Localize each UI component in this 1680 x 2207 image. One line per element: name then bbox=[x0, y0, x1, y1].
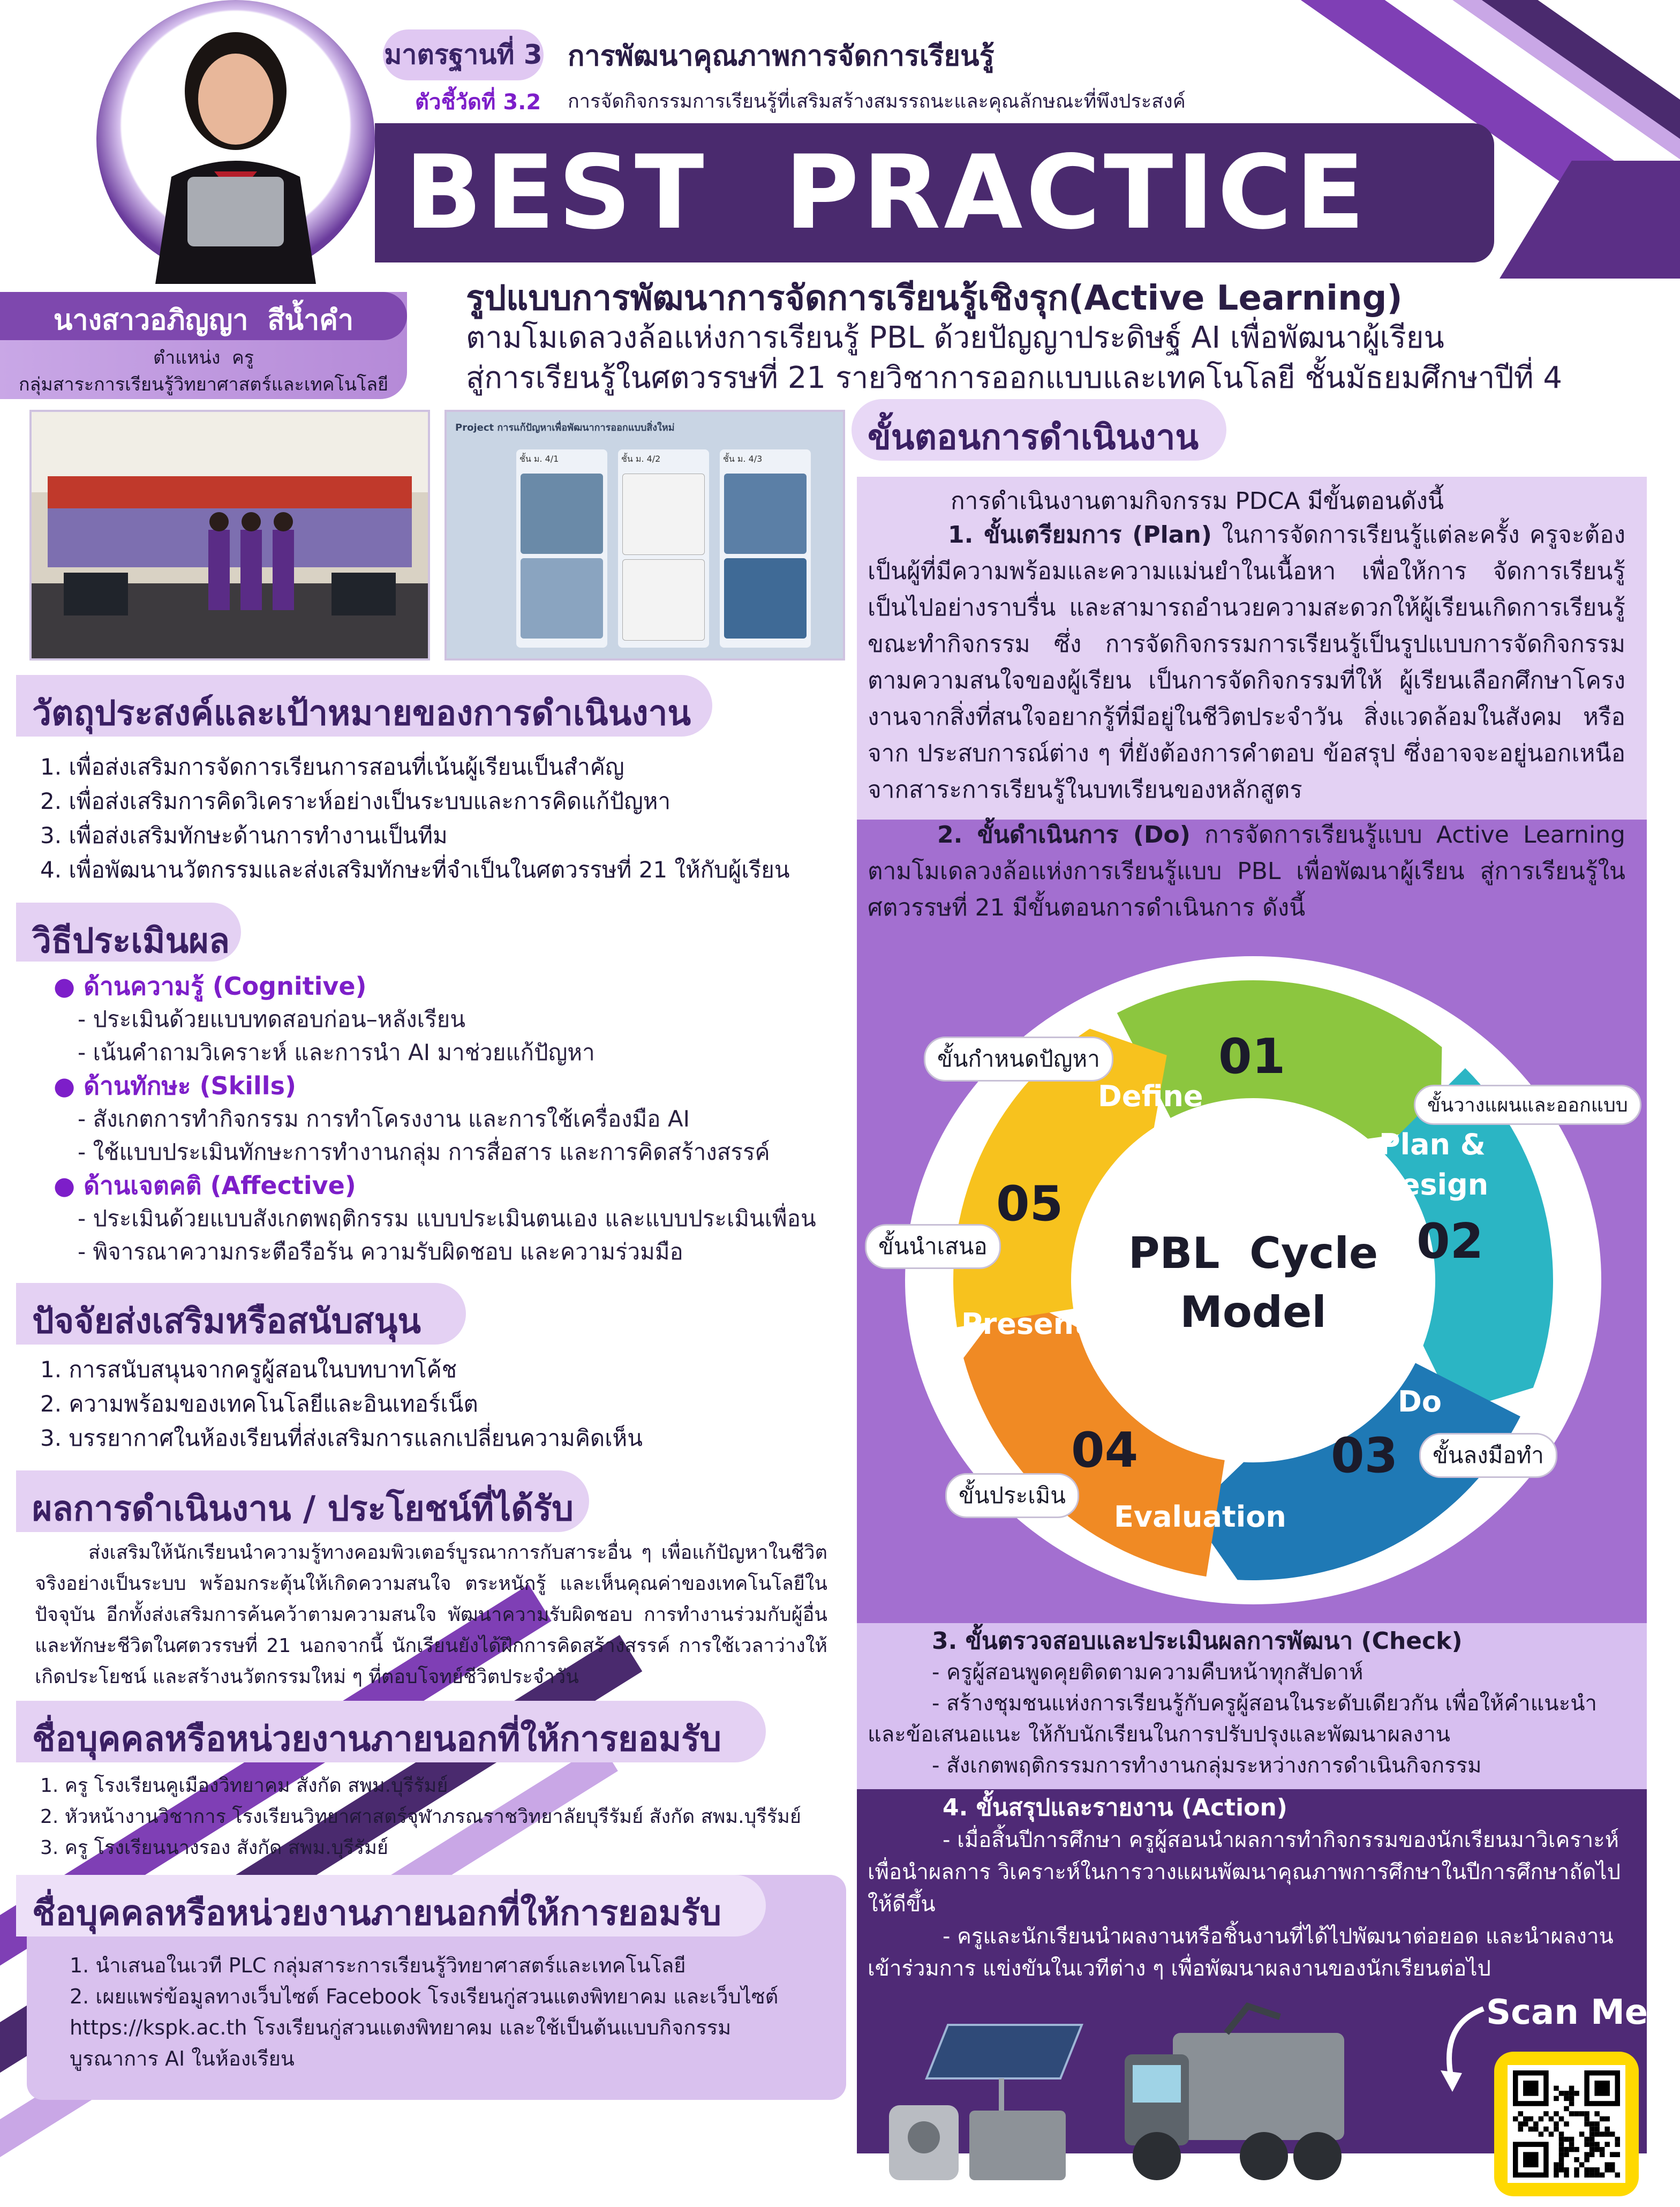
qr-cell bbox=[1564, 2137, 1569, 2142]
eval-item: - เน้นคำถามวิเคราะห์ และการนำ AI มาช่วยแก้ปัญหา bbox=[78, 1039, 595, 1065]
classroom-image bbox=[32, 412, 428, 658]
scan-me-label: Scan Me! bbox=[1486, 1993, 1664, 2032]
standard-label: มาตรฐานที่ 3 bbox=[384, 39, 543, 70]
objective-item: 2. เพื่อส่งเสริมการคิดวิเคราะห์อย่างเป็นระบบและการคิดแก้ปัญหา bbox=[40, 788, 671, 814]
qr-cell bbox=[1533, 2121, 1539, 2127]
qr-cell bbox=[1523, 2116, 1528, 2122]
eval-item: - ประเมินด้วยแบบทดสอบก่อน–หลังเรียน bbox=[78, 1006, 465, 1032]
qr-cell bbox=[1600, 2116, 1605, 2122]
check-item: - สร้างชุมชนแห่งการเรียนรู้กับครูผู้สอนในระดับเดียวกัน เพื่อให้คำแนะนำและข้อเสนอแนะ ให้กับนักเรียนในการปรับปรุงและพัฒนาผลงาน bbox=[868, 1691, 1598, 1747]
qr-cell bbox=[1543, 2127, 1549, 2132]
qr-cell bbox=[1564, 2152, 1569, 2157]
qr-cell bbox=[1554, 2172, 1559, 2178]
cycle-step-num: 04 bbox=[1071, 1422, 1139, 1478]
do-block bbox=[868, 817, 1625, 926]
qr-finder bbox=[1523, 2081, 1539, 2096]
qr-cell bbox=[1564, 2096, 1569, 2101]
cycle-step-num: 05 bbox=[996, 1176, 1064, 1232]
qr-cell bbox=[1564, 2167, 1569, 2173]
plan-text: ในการจัดการเรียนรู้แต่ละครั้ง ครูจะต้องเป็นผู้ที่มีความพร้อมและความแม่นยำในเนื้อหา เพื่อให้การ จัดการเรียนรู้เป็นไปอย่างราบรื่น และสามารถอำนวยความสะดวกให้ผู้เรียนเกิดการเรียนรู้ขณะทำกิจกรรม ซึ่ง การจัดกิจกรรมการเรียนรู้เป็นรูปแบบการจัดกิจกรรมตามความสนใจของผู้เรียน เป็นการจัดกิจกรรมที่ให้ ผู้เรียนเลือกศึกษาโครงงานจากสิ่งที่สนใจอยากรู้ที่มีอยู่ในชีวิตประจำวัน สิ่งแวดล้อมในสังคม หรือจาก ประสบการณ์ต่าง ๆ ที่ยังต้องการคำตอบ ข้อสรุป ซึ่งอาจจะอยู่นอกเหนือจากสาระการเรียนรู้ในบทเรียนของหลักสูตร bbox=[868, 521, 1625, 804]
procedure-heading: ขั้นตอนการดำเนินงาน bbox=[852, 399, 1226, 461]
qr-cell bbox=[1569, 2147, 1574, 2152]
eval-cognitive-title: ด้านความรู้ (Cognitive) bbox=[84, 972, 367, 1001]
qr-cell bbox=[1569, 2086, 1574, 2091]
qr-cell bbox=[1559, 2152, 1564, 2157]
qr-cell bbox=[1615, 2152, 1620, 2157]
qr-cell bbox=[1589, 2142, 1595, 2147]
teacher-name: นางสาวอภิญญา สีน้ำคำ bbox=[53, 304, 354, 336]
eval-group-skills: ● ด้านทักษะ (Skills) - สังเกตการทำกิจกรรม การทำโครงงาน และการใช้เครื่องมือ AI - ใช้แบบประเมินทักษะการทำงานกลุ่ม การสื่อสาร และการคิดสร้างสรรค์ bbox=[54, 1069, 816, 1169]
qr-cell bbox=[1559, 2142, 1564, 2147]
cycle-step-en: Define bbox=[1098, 1079, 1203, 1113]
cycle-step-en: Evaluation bbox=[1114, 1500, 1286, 1534]
qr-cell bbox=[1569, 2096, 1574, 2101]
classroom-photo bbox=[29, 410, 430, 660]
standard-text: การพัฒนาคุณภาพการจัดการเรียนรู้ bbox=[568, 40, 995, 72]
curved-arrow-icon bbox=[1435, 2003, 1494, 2095]
qr-cell bbox=[1569, 2111, 1574, 2116]
banner-title: BEST PRACTICE bbox=[404, 133, 1368, 252]
qr-cell bbox=[1513, 2116, 1518, 2122]
project-col-label: ชั้น ม. 4/3 bbox=[723, 454, 763, 464]
results-heading: ผลการดำเนินงาน / ประโยชน์ที่ได้รับ bbox=[16, 1470, 589, 1532]
qr-cell bbox=[1600, 2172, 1605, 2178]
check-title: 3. ขั้นตรวจสอบและประเมินผลการพัฒนา (Check) bbox=[932, 1627, 1463, 1655]
qr-cell bbox=[1574, 2147, 1579, 2152]
qr-cell bbox=[1600, 2131, 1605, 2137]
project-col-2 bbox=[618, 449, 709, 648]
qr-cell bbox=[1584, 2167, 1589, 2173]
qr-cell bbox=[1584, 2121, 1589, 2127]
qr-cell bbox=[1594, 2111, 1600, 2116]
project-col-1 bbox=[516, 449, 607, 648]
qr-cell bbox=[1600, 2147, 1605, 2152]
qr-cell bbox=[1594, 2142, 1600, 2147]
factor-item: 1. การสนับสนุนจากครูผู้สอนในบทบาทโค้ช bbox=[40, 1356, 457, 1383]
qr-cell bbox=[1579, 2111, 1585, 2116]
qr-cell bbox=[1610, 2167, 1615, 2173]
dissemination-list bbox=[70, 1950, 778, 2074]
qr-cell bbox=[1604, 2167, 1610, 2173]
qr-cell bbox=[1604, 2127, 1610, 2132]
eval-item: - ใช้แบบประเมินทักษะการทำงานกลุ่ม การสื่อสาร และการคิดสร้างสรรค์ bbox=[78, 1139, 770, 1165]
indicator-label: ตัวชี้วัดที่ 3.2 bbox=[415, 90, 541, 115]
qr-cell bbox=[1610, 2162, 1615, 2167]
qr-cell bbox=[1559, 2091, 1564, 2096]
objective-item: 1. เพื่อส่งเสริมการจัดการเรียนการสอนที่เน้นผู้เรียนเป็นสำคัญ bbox=[40, 754, 624, 780]
qr-cell bbox=[1574, 2111, 1579, 2116]
cycle-step-th: ขั้นวางแผนและออกแบบ bbox=[1414, 1085, 1641, 1125]
solar-machine-illustration bbox=[868, 2014, 1093, 2186]
qr-cell bbox=[1554, 2111, 1559, 2116]
cycle-step-en: Do bbox=[1398, 1385, 1442, 1418]
qr-cell bbox=[1543, 2111, 1549, 2116]
qr-cell bbox=[1559, 2137, 1564, 2142]
objectives-list bbox=[40, 750, 790, 887]
robot-truck-illustration bbox=[1109, 2001, 1366, 2194]
qr-cell bbox=[1604, 2131, 1610, 2137]
qr-finder bbox=[1523, 2152, 1539, 2167]
qr-cell bbox=[1554, 2167, 1559, 2173]
qr-cell bbox=[1594, 2147, 1600, 2152]
qr-cell bbox=[1589, 2131, 1595, 2137]
qr-cell bbox=[1584, 2172, 1589, 2178]
qr-cell bbox=[1594, 2131, 1600, 2137]
recognition-list bbox=[40, 1770, 801, 1864]
factor-item: 3. บรรยากาศในห้องเรียนที่ส่งเสริมการแลกเปลี่ยนความคิดเห็น bbox=[40, 1425, 643, 1451]
factor-item: 2. ความพร้อมของเทคโนโลยีและอินเทอร์เน็ต bbox=[40, 1391, 478, 1417]
cycle-step-en2: Design bbox=[1376, 1168, 1489, 1202]
qr-cell bbox=[1604, 2116, 1610, 2122]
qr-cell bbox=[1518, 2127, 1524, 2132]
qr-cell bbox=[1554, 2162, 1559, 2167]
title-line3: สู่การเรียนรู้ในศตวรรษที่ 21 รายวิชาการออกแบบและเทคโนโลยี ชั้นมัธยมศึกษาปีที่ 4 bbox=[466, 361, 1563, 395]
qr-cell bbox=[1584, 2116, 1589, 2122]
qr-cell bbox=[1549, 2131, 1554, 2137]
qr-cell bbox=[1615, 2137, 1620, 2142]
qr-cell bbox=[1594, 2121, 1600, 2127]
teacher-position: ตำแหน่ง ครู bbox=[153, 347, 254, 369]
teacher-photo bbox=[123, 16, 348, 284]
standard-pill bbox=[383, 29, 544, 80]
qr-cell bbox=[1559, 2147, 1564, 2152]
dissemination-heading: ชื่อบุคคลหรือหน่วยงานภายนอกที่ให้การยอมรับ bbox=[16, 1875, 766, 1936]
dissemination-item: 1. นำเสนอในเวที PLC กลุ่มสาระการเรียนรู้วิทยาศาสตร์และเทคโนโลยี bbox=[70, 1954, 686, 1977]
qr-cell bbox=[1564, 2172, 1569, 2178]
cycle-step-th: ขั้นนำเสนอ bbox=[865, 1224, 1001, 1269]
qr-cell bbox=[1528, 2127, 1534, 2132]
qr-cell bbox=[1518, 2111, 1524, 2116]
qr-cell bbox=[1564, 2147, 1569, 2152]
recognition-heading: ชื่อบุคคลหรือหน่วยงานภายนอกที่ให้การยอมรับ bbox=[16, 1701, 766, 1762]
qr-cell bbox=[1574, 2172, 1579, 2178]
title-line2: ตามโมเดลวงล้อแห่งการเรียนรู้ PBL ด้วยปัญญาประดิษฐ์ AI เพื่อพัฒนาผู้เรียน bbox=[466, 320, 1444, 355]
do-title: 2. ขั้นดำเนินการ (Do) bbox=[937, 821, 1191, 849]
cycle-center bbox=[1119, 1224, 1387, 1342]
recognition-item: 1. ครู โรงเรียนคูเมืองวิทยาคม สังกัด สพม.บุรีรัมย์ bbox=[40, 1775, 448, 1797]
eval-group-affective: ● ด้านเจตคติ (Affective) - ประเมินด้วยแบบสังเกตพฤติกรรม แบบประเมินตนเอง และแบบประเมินเพื่อน - พิจารณาความกระตือรือร้น ความรับผิดชอบ และความร่วมมือ bbox=[54, 1169, 816, 1268]
project-col-label: ชั้น ม. 4/1 bbox=[519, 454, 559, 464]
qr-cell bbox=[1589, 2121, 1595, 2127]
qr-cell bbox=[1574, 2167, 1579, 2173]
qr-cell bbox=[1589, 2147, 1595, 2152]
eval-group-cognitive: ● ด้านความรู้ (Cognitive) - ประเมินด้วยแบบทดสอบก่อน–หลังเรียน - เน้นคำถามวิเคราะห์ และการนำ AI มาช่วยแก้ปัญหา bbox=[54, 970, 816, 1069]
qr-cell bbox=[1604, 2162, 1610, 2167]
qr-code-icon bbox=[1494, 2052, 1639, 2196]
objective-item: 4. เพื่อพัฒนานวัตกรรมและส่งเสริมทักษะที่จำเป็นในศตวรรษที่ 21 ให้กับผู้เรียน bbox=[40, 857, 790, 883]
objectives-heading: วัตถุประสงค์และเป้าหมายของการดำเนินงาน bbox=[16, 675, 712, 737]
qr-cell bbox=[1584, 2157, 1589, 2163]
action-item: - เมื่อสิ้นปีการศึกษา ครูผู้สอนนำผลการทำกิจกรรมของนักเรียนมาวิเคราะห์ เพื่อนำผลการ วิเคราะห์ในการวางแผนพัฒนาคุณภาพการศึกษาในปีการศึกษาถัดไปให้ดีขึ้น bbox=[868, 1828, 1621, 1917]
factors-heading: ปัจจัยส่งเสริมหรือสนับสนุน bbox=[16, 1283, 466, 1345]
check-block bbox=[868, 1626, 1625, 1781]
qr-cell bbox=[1569, 2142, 1574, 2147]
eval-item: - ประเมินด้วยแบบสังเกตพฤติกรรม แบบประเมินตนเอง และแบบประเมินเพื่อน bbox=[78, 1205, 816, 1232]
qr-cell bbox=[1549, 2116, 1554, 2122]
qr-cell bbox=[1584, 2111, 1589, 2116]
project-screenshot-title: Project การแก้ปัญหาเพื่อพัฒนาการออกแบบสิ่งใหม่ bbox=[455, 422, 675, 433]
qr-cell bbox=[1574, 2091, 1579, 2096]
qr-cell bbox=[1554, 2121, 1559, 2127]
qr-cell bbox=[1615, 2142, 1620, 2147]
qr-cell bbox=[1564, 2121, 1569, 2127]
cycle-center-line2: Model bbox=[1180, 1287, 1327, 1337]
qr-cell bbox=[1554, 2127, 1559, 2132]
qr-cell bbox=[1564, 2091, 1569, 2096]
qr-cell bbox=[1579, 2162, 1585, 2167]
cycle-step-th: ขั้นลงมือทำ bbox=[1419, 1433, 1557, 1478]
qr-cell bbox=[1589, 2167, 1595, 2173]
qr-cell bbox=[1594, 2167, 1600, 2173]
eval-item: - พิจารณาความกระตือรือร้น ความรับผิดชอบ และความร่วมมือ bbox=[78, 1238, 683, 1265]
qr-cell bbox=[1533, 2127, 1539, 2132]
cycle-step-en: Present bbox=[961, 1307, 1088, 1341]
eval-item: - สังเกตการทำกิจกรรม การทำโครงงาน และการใช้เครื่องมือ AI bbox=[78, 1106, 690, 1132]
action-title: 4. ขั้นสรุปและรายงาน (Action) bbox=[943, 1794, 1287, 1821]
cycle-center-line1: PBL Cycle bbox=[1128, 1228, 1378, 1278]
qr-cell bbox=[1594, 2127, 1600, 2132]
qr-cell bbox=[1523, 2121, 1528, 2127]
factors-list bbox=[40, 1353, 643, 1455]
qr-cell bbox=[1610, 2131, 1615, 2137]
qr-cell bbox=[1594, 2172, 1600, 2178]
qr-cell bbox=[1589, 2127, 1595, 2132]
teacher-group: กลุ่มสาระการเรียนรู้วิทยาศาสตร์และเทคโนโลยี bbox=[18, 374, 389, 395]
action-item: - ครูและนักเรียนนำผลงานหรือชิ้นงานที่ได้ไปพัฒนาต่อยอด และนำผลงานเข้าร่วมการ แข่งขันในเวทีต่าง ๆ เพื่อพัฒนาผลงานของนักเรียนต่อไป bbox=[868, 1924, 1614, 1981]
cycle-step-en: Plan & bbox=[1379, 1128, 1486, 1161]
qr-cell bbox=[1584, 2142, 1589, 2147]
qr-cell bbox=[1574, 2157, 1579, 2163]
qr-cell bbox=[1539, 2131, 1544, 2137]
qr-cell bbox=[1589, 2152, 1595, 2157]
cycle-step-num: 03 bbox=[1331, 1428, 1398, 1484]
qr-code-frame[interactable] bbox=[1494, 2052, 1639, 2196]
qr-cell bbox=[1604, 2142, 1610, 2147]
qr-cell bbox=[1554, 2096, 1559, 2101]
objective-item: 3. เพื่อส่งเสริมทักษะด้านการทำงานเป็นทีม bbox=[40, 822, 448, 849]
eval-affective-title: ด้านเจตคติ (Affective) bbox=[84, 1171, 356, 1200]
qr-cell bbox=[1539, 2116, 1544, 2122]
check-item: - ครูผู้สอนพูดคุยติดตามความคืบหน้าทุกสัปดาห์ bbox=[932, 1660, 1363, 1685]
project-col-label: ชั้น ม. 4/2 bbox=[621, 454, 661, 464]
qr-cell bbox=[1554, 2086, 1559, 2091]
plan-block bbox=[868, 517, 1625, 808]
qr-cell bbox=[1584, 2152, 1589, 2157]
cycle-step-th: ขั้นประเมิน bbox=[945, 1473, 1079, 1518]
qr-cell bbox=[1579, 2131, 1585, 2137]
qr-cell bbox=[1569, 2101, 1574, 2106]
qr-cell bbox=[1610, 2152, 1615, 2157]
project-screenshot bbox=[445, 410, 845, 660]
cycle-step-th: ขั้นกำหนดปัญหา bbox=[924, 1037, 1113, 1082]
evaluation-block bbox=[54, 970, 816, 1268]
qr-cell bbox=[1615, 2172, 1620, 2178]
action-block bbox=[868, 1792, 1625, 1985]
qr-cell bbox=[1518, 2121, 1524, 2127]
dissemination-item: 2. เผยแพร่ข้อมูลทางเว็บไซต์ Facebook โรงเรียนกู่สวนแตงพิทยาคม และเว็บไซต์ bbox=[70, 1985, 779, 2008]
qr-cell bbox=[1584, 2137, 1589, 2142]
qr-cell bbox=[1569, 2091, 1574, 2096]
decor-corner bbox=[1500, 161, 1680, 279]
dissemination-item: บูรณาการ AI ในห้องเรียน bbox=[70, 2047, 295, 2070]
qr-cell bbox=[1569, 2137, 1574, 2142]
indicator-text: การจัดกิจกรรมการเรียนรู้ที่เสริมสร้างสมรรถนะและคุณลักษณะที่พึงประสงค์ bbox=[568, 91, 1186, 112]
do-text: การจัดการเรียนรู้แบบ Active Learning ตามโมเดลวงล้อแห่งการเรียนรู้แบบ PBL เพื่อพัฒนาผู้เรียน สู่การเรียนรู้ในศตวรรษที่ 21 มีขั้นตอนการดำเนินการ ดังนี้ bbox=[868, 821, 1625, 921]
qr-cell bbox=[1559, 2162, 1564, 2167]
qr-finder bbox=[1594, 2081, 1610, 2096]
dissemination-item: https://kspk.ac.th โรงเรียนกู่สวนแตงพิทยาคม และใช้เป็นต้นแบบกิจกรรม bbox=[70, 2016, 732, 2039]
qr-cell bbox=[1559, 2116, 1564, 2122]
recognition-item: 2. หัวหน้างานวิชาการ โรงเรียนวิทยาศาสตร์จุฬาภรณราชวิทยาลัยบุรีรัมย์ สังกัด สพม.บุรีรัมย์ bbox=[40, 1806, 801, 1828]
evaluation-heading: วิธีประเมินผล bbox=[16, 903, 241, 962]
results-text: ส่งเสริมให้นักเรียนนำความรู้ทางคอมพิวเตอร์บูรณาการกับสาระอื่น ๆ เพื่อแก้ปัญหาในชีวิตจริงอย่างเป็นระบบ พร้อมกระตุ้นให้เกิดความสนใจ ตระหนักรู้ และเห็นคุณค่าของเทคโนโลยีในปัจจุบัน อีกทั้งส่งเสริมการค้นคว้าตามความสนใจ พัฒนาความรับผิดชอบ การทำงานร่วมกับผู้อื่นและทักษะชีวิตในศตวรรษที่ 21 นอกจากนี้ นักเรียนยังได้ฝึกการคิดสร้างสรรค์ การใช้เวลาว่างให้เกิดประโยชน์ และสร้างนวัตกรรมใหม่ ๆ ที่ตอบโจทย์ชีวิตประจำวัน bbox=[35, 1542, 827, 1688]
qr-cell bbox=[1589, 2137, 1595, 2142]
qr-cell bbox=[1528, 2116, 1534, 2122]
project-col-3 bbox=[720, 449, 811, 648]
qr-cell bbox=[1589, 2172, 1595, 2178]
qr-cell bbox=[1559, 2131, 1564, 2137]
qr-cell bbox=[1600, 2152, 1605, 2157]
cycle-step-num: 02 bbox=[1417, 1213, 1484, 1270]
check-item: - สังเกตพฤติกรรมการทำงานกลุ่มระหว่างการดำเนินกิจกรรม bbox=[932, 1753, 1482, 1778]
recognition-item: 3. ครู โรงเรียนนางรอง สังกัด สพม.บุรีรัมย์ bbox=[40, 1837, 389, 1859]
procedure-intro: การดำเนินงานตามกิจกรรม PDCA มีขั้นตอนดังนี้ bbox=[951, 487, 1444, 515]
qr-cell bbox=[1564, 2106, 1569, 2112]
title-line1: รูปแบบการพัฒนาการจัดการเรียนรู้เชิงรุก(Active Learning) bbox=[466, 279, 1403, 318]
cycle-step-num: 01 bbox=[1218, 1029, 1286, 1085]
eval-skills-title: ด้านทักษะ (Skills) bbox=[84, 1071, 296, 1100]
qr-cell bbox=[1559, 2167, 1564, 2173]
qr-cell bbox=[1559, 2157, 1564, 2163]
plan-title: 1. ขั้นเตรียมการ (Plan) bbox=[948, 521, 1212, 549]
